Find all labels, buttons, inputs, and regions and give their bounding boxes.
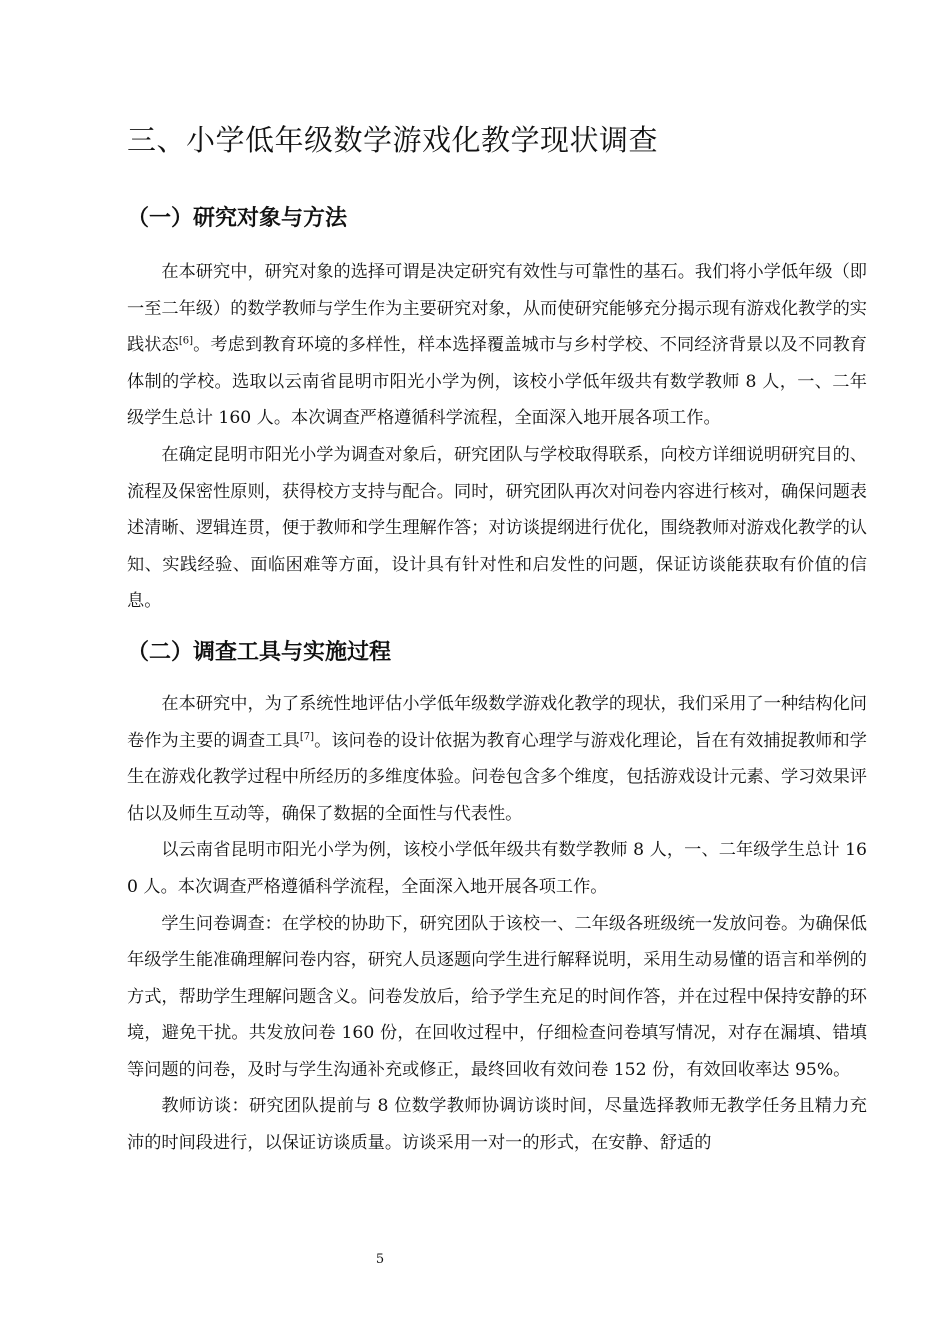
paragraph: 教师访谈：研究团队提前与 8 位数学教师协调访谈时间，尽量选择教师无教学任务且精力充沛的时间段进行，以保证访谈质量。访谈采用一对一的形式，在安静、舒适的 [127,1096,867,1154]
chapter-title: 三、小学低年级数学游戏化教学现状调查 [127,123,659,157]
citation-marker: [7] [299,730,314,742]
section-title-research-subjects: （一）研究对象与方法 [127,206,348,231]
paragraph: 在本研究中，为了系统性地评估小学低年级数学游戏化教学的现状，我们采用了一种结构化问卷作为主要的调查工具[7]。该问卷的设计依据为教育心理学与游戏化理论，旨在有效捕捉教师和学生在游戏化教学过程中所经历的多维度体验。问卷包含多个维度，包括游戏设计元素、学习效果评估以及师生互动等，确保了数据的全面性与代表性。 [127,693,867,824]
section-body-research-subjects [127,254,867,620]
citation-marker: [6] [178,335,194,347]
paragraph: 以云南省昆明市阳光小学为例，该校小学低年级共有数学教师 8 人，一、二年级学生总计 160 人。本次调查严格遵循科学流程，全面深入地开展各项工作。 [127,840,867,897]
page-content [127,118,867,1162]
paragraph: 在本研究中，研究对象的选择可谓是决定研究有效性与可靠性的基石。我们将小学低年级（即一至二年级）的数学教师与学生作为主要研究对象，从而使研究能够充分揭示现有游戏化教学的实践状态[6]。考虑到教育环境的多样性，样本选择覆盖城市与乡村学校、不同经济背景以及不同教育体制的学校。选取以云南省昆明市阳光小学为例，该校小学低年级共有数学教师 8 人，一、二年级学生总计 160 人。本次调查严格遵循科学流程，全面深入地开展各项工作。 [127,262,867,429]
page-number: 5 [375,1252,385,1267]
section-body-survey-tools [127,686,867,1162]
paragraph: 在确定昆明市阳光小学为调查对象后，研究团队与学校取得联系，向校方详细说明研究目的、流程及保密性原则，获得校方支持与配合。同时，研究团队再次对问卷内容进行核对，确保问题表述清晰、逻辑连贯，便于教师和学生理解作答；对访谈提纲进行优化，围绕教师对游戏化教学的认知、实践经验、面临困难等方面，设计具有针对性和启发性的问题，保证访谈能获取有价值的信息。 [127,444,867,612]
paragraph: 学生问卷调查：在学校的协助下，研究团队于该校一、二年级各班级统一发放问卷。为确保低年级学生能准确理解问卷内容，研究人员逐题向学生进行解释说明，采用生动易懂的语言和举例的方式，帮助学生理解问题含义。问卷发放后，给予学生充足的时间作答，并在过程中保持安静的环境，避免干扰。共发放问卷 160 份，在回收过程中，仔细检查问卷填写情况，对存在漏填、错填等问题的问卷，及时与学生沟通补充或修正，最终回收有效问卷 152 份，有效回收率达 95%。 [127,913,867,1080]
section-title-survey-tools: （二）调查工具与实施过程 [127,639,392,665]
